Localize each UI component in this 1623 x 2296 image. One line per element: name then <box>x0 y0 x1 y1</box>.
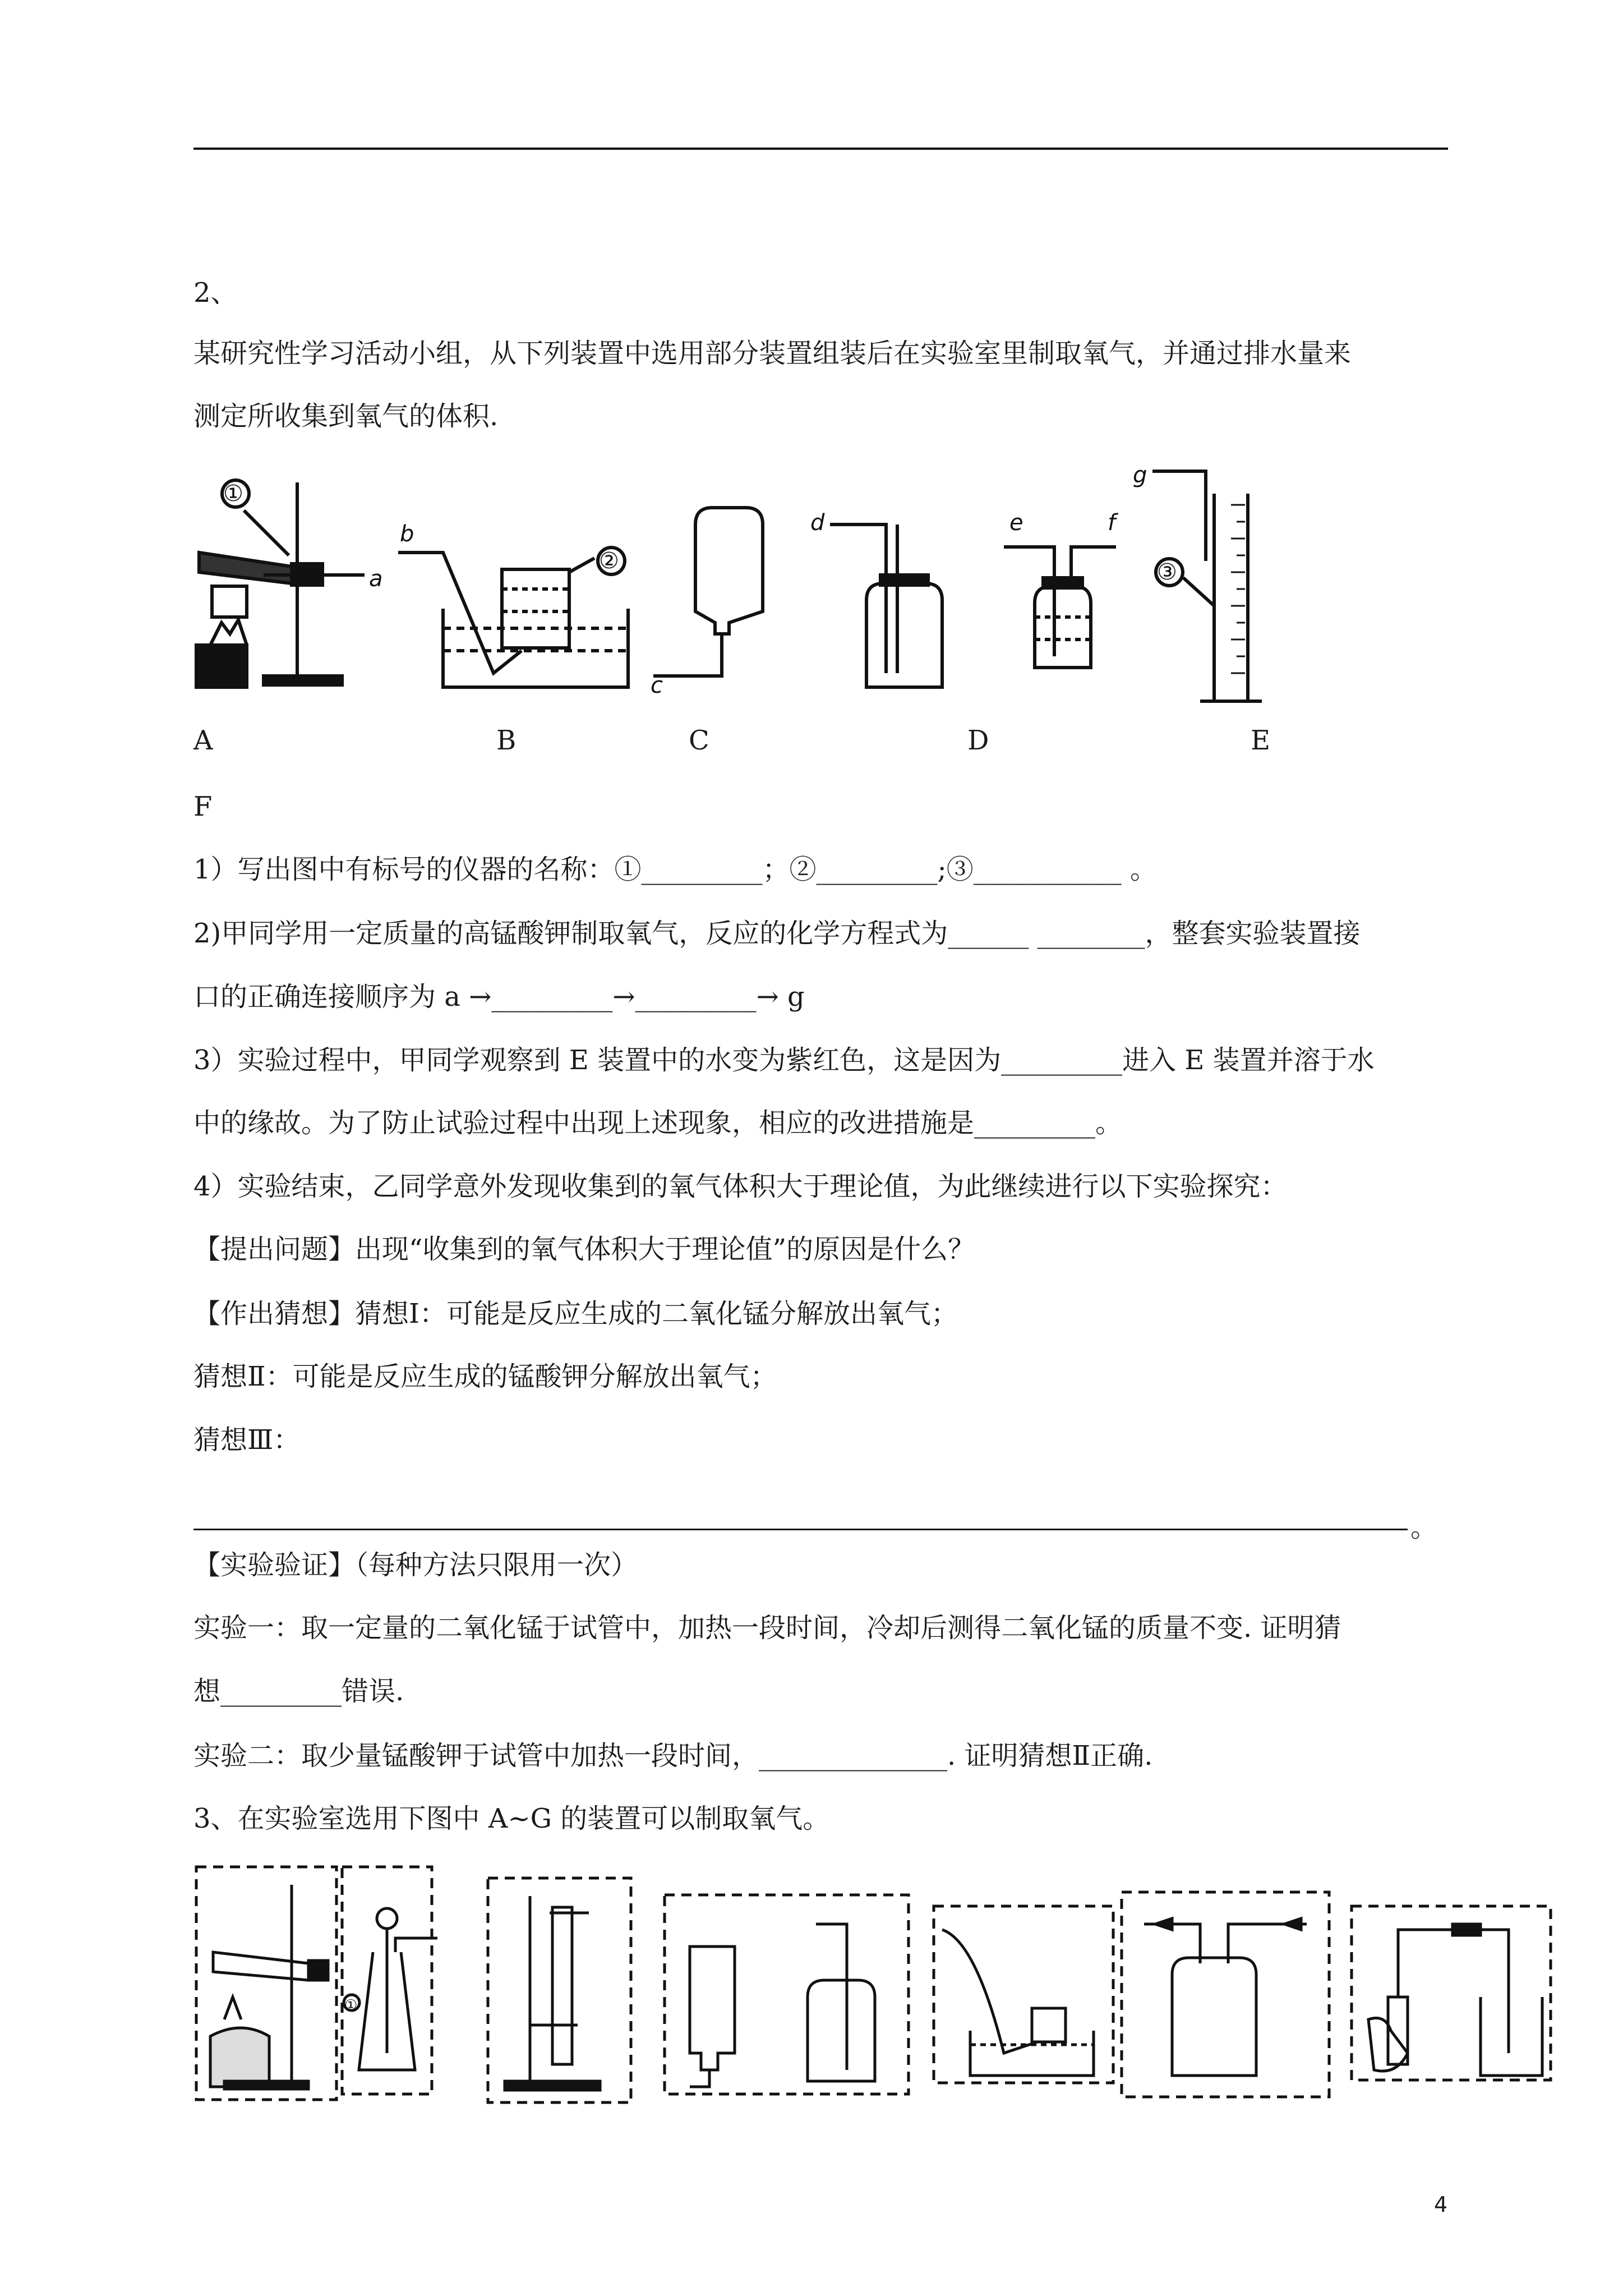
guess3-period: 。 <box>1410 1512 1438 1543</box>
port-d: d <box>810 510 825 536</box>
q3-text: 3、在实验室选用下图中 A~G 的装置可以制取氧气。 <box>193 1803 830 1834</box>
q2-sub1: 1）写出图中有标号的仪器的名称：①_________；②_________;③___________ 。 <box>193 854 1157 885</box>
q2-sub3-line2: 中的缘故。为了防止试验过程中出现上述现象，相应的改进措施是_________。 <box>193 1107 1123 1139</box>
q2-guess1: 【作出猜想】猜想Ⅰ：可能是反应生成的二氧化锰分解放出氧气； <box>193 1298 958 1329</box>
q2-exp2: 实验二：取少量锰酸钾于试管中加热一段时间，______________. 证明猜想Ⅱ正确. <box>193 1740 1153 1772</box>
q2-guess3: 猜想Ⅲ： <box>193 1424 301 1456</box>
apparatus-label-B: B <box>496 725 517 756</box>
marker-2: ② <box>599 548 619 574</box>
apparatus-label-D: D <box>967 725 989 756</box>
apparatus-label-C: C <box>689 725 709 756</box>
q2-number: 2、 <box>193 277 238 309</box>
q2-intro-line2: 测定所收集到氧气的体积. <box>193 401 499 432</box>
q2-verify: 【实验验证】（每种方法只限用一次） <box>193 1549 638 1581</box>
apparatus-label-A: A <box>193 725 213 756</box>
port-g: g <box>1133 462 1147 488</box>
port-c: c <box>651 673 663 698</box>
q2-guess2: 猜想Ⅱ：可能是反应生成的锰酸钾分解放出氧气； <box>193 1361 777 1392</box>
apparatus-label-E: E <box>1251 725 1271 756</box>
q2-exp1-line1: 实验一：取一定量的二氧化锰于试管中，加热一段时间，冷却后测得二氧化锰的质量不变. 证明猜 <box>193 1612 1341 1644</box>
port-f: f <box>1108 510 1116 536</box>
q2-exp1-line2: 想_________错误. <box>193 1676 404 1707</box>
marker-1: ① <box>223 481 243 507</box>
q3-marker-1: ① <box>344 1997 358 2014</box>
port-b: b <box>400 521 414 547</box>
port-a: a <box>369 566 383 592</box>
q2-sub4: 4）实验结束，乙同学意外发现收集到的氧气体积大于理论值，为此继续进行以下实验探究： <box>193 1171 1288 1202</box>
apparatus-label-F: F <box>193 791 213 822</box>
port-e: e <box>1009 510 1023 536</box>
q2-intro-line1: 某研究性学习活动小组，从下列装置中选用部分装置组装后在实验室里制取氧气，并通过排水量来 <box>193 338 1352 369</box>
q2-sub2-line2: 口的正确连接顺序为 a →_________→_________→ g <box>193 981 805 1013</box>
page-number: 4 <box>1434 2192 1448 2217</box>
q2-apparatus-figure <box>0 0 1623 729</box>
q2-sub3-line1: 3）实验过程中，甲同学观察到 E 装置中的水变为紫红色，这是因为_________进入 E 装置并溶于水 <box>193 1045 1375 1076</box>
answer-line-guess3 <box>193 1529 1408 1530</box>
marker-3: ③ <box>1157 559 1177 585</box>
q2-question: 【提出问题】出现“收集到的氧气体积大于理论值”的原因是什么？ <box>193 1234 975 1265</box>
q2-sub2-line1: 2)甲同学用一定质量的高锰酸钾制取氧气，反应的化学方程式为______ ________，整套实验装置接 <box>193 918 1361 949</box>
